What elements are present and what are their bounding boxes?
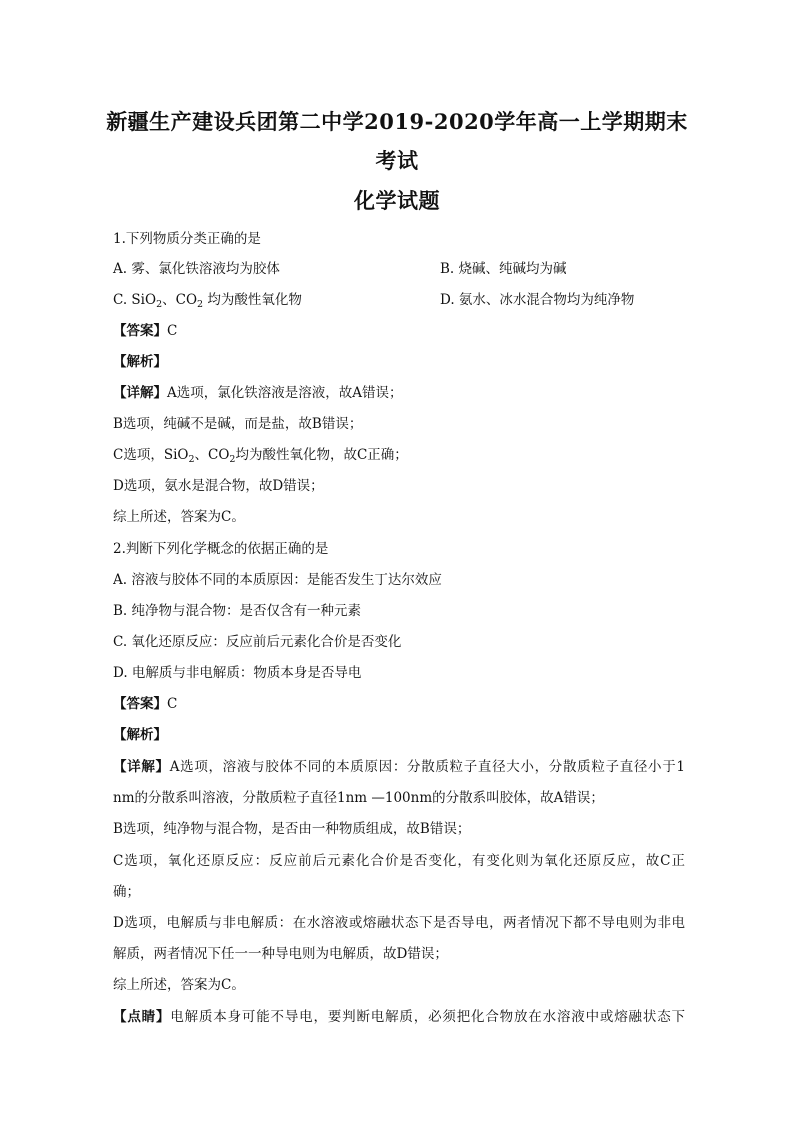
q1-detail-3-text-3: 均为酸性氧化物，故C正确； [235, 447, 408, 463]
q2-detail-3b: 确； [113, 884, 140, 900]
q2-tip-tag: 【点睛】 [113, 1009, 171, 1025]
q1-answer-tag: 【答案】 [113, 323, 167, 339]
page-subtitle: 化学试题 [354, 188, 440, 213]
q1-detail-3-subscript-2: 2 [229, 454, 236, 465]
q1-option-c-text-2: 、CO [162, 292, 198, 308]
q1-option-a: A. 雾、氯化铁溶液均为胶体 [113, 261, 280, 277]
q2-analysis-tag: 【解析】 [113, 727, 167, 743]
q1-summary: 综上所述，答案为C。 [113, 509, 245, 525]
q2-detail-1b: nm的分散系叫溶液，分散质粒子直径1nm —100nm的分散系叫胶体，故A错误； [113, 790, 604, 806]
q2-option-a: A. 溶液与胶体不同的本质原因：是能否发生丁达尔效应 [113, 572, 442, 588]
q2-detail-1a [113, 757, 685, 777]
q1-detail-1 [113, 383, 685, 403]
q1-option-c-subscript-2: 2 [197, 299, 204, 310]
q1-detail-3-text-2: 、CO [194, 447, 230, 463]
q1-option-b: B. 烧碱、纯碱均为碱 [440, 261, 567, 277]
q2-detail-tag: 【详解】 [113, 759, 170, 775]
q2-detail-2: B选项，纯净物与混合物，是否由一种物质组成，故B错误； [113, 821, 471, 837]
q1-detail-2: B选项，纯碱不是碱，而是盐，故B错误； [113, 416, 363, 432]
q1-stem: 1.下列物质分类正确的是 [113, 231, 261, 247]
q2-detail-4a: D选项，电解质与非电解质：在水溶液或熔融状态下是否导电，两者情况下都不导电则为非电 [113, 915, 685, 931]
q1-answer-value: C [167, 323, 178, 339]
q1-option-c-text-3: 均为酸性氧化物 [203, 292, 302, 308]
q1-answer [113, 321, 685, 341]
q2-answer-value: C [167, 696, 178, 712]
q1-option-c [113, 290, 302, 315]
q1-detail-1-text: A选项，氯化铁溶液是溶液，故A错误； [167, 385, 403, 401]
q2-stem: 2.判断下列化学概念的依据正确的是 [113, 541, 329, 557]
q2-tip [113, 1007, 685, 1027]
q1-option-c-subscript-1: 2 [156, 299, 163, 310]
q2-option-c: C. 氧化还原反应：反应前后元素化合价是否变化 [113, 634, 402, 650]
q1-detail-4: D选项，氨水是混合物，故D错误； [113, 478, 324, 494]
q1-detail-3-text-1: C选项，SiO [113, 447, 189, 463]
q2-detail-1a-text: A选项，溶液与胶体不同的本质原因：分散质粒子直径大小，分散质粒子直径小于1 [169, 759, 685, 775]
q2-detail-4b: 解质，两者情况下任一一种导电则为电解质，故D错误； [113, 946, 448, 962]
page-title: 新疆生产建设兵团第二中学2019-2020学年高一上学期期末 [106, 109, 688, 134]
q2-answer [113, 694, 685, 714]
q1-analysis-tag: 【解析】 [113, 354, 167, 370]
q1-option-c-text-1: C. SiO [113, 292, 157, 308]
q1-detail-tag: 【详解】 [113, 385, 167, 401]
q2-detail-3a: C选项，氧化还原反应：反应前后元素化合价是否变化，有变化则为氧化还原反应，故C正 [113, 853, 685, 869]
q2-summary: 综上所述，答案为C。 [113, 977, 245, 993]
q2-answer-tag: 【答案】 [113, 696, 167, 712]
q1-detail-3-subscript-1: 2 [188, 454, 195, 465]
page-title-continued: 考试 [375, 148, 419, 173]
q2-option-d: D. 电解质与非电解质：物质本身是否导电 [113, 665, 362, 681]
q1-detail-3 [113, 445, 685, 470]
q2-option-b: B. 纯净物与混合物：是否仅含有一种元素 [113, 603, 362, 619]
q2-tip-text: 电解质本身可能不导电，要判断电解质，必须把化合物放在水溶液中或熔融状态下 [170, 1009, 685, 1025]
q1-option-d: D. 氨水、冰水混合物均为纯净物 [440, 292, 635, 308]
